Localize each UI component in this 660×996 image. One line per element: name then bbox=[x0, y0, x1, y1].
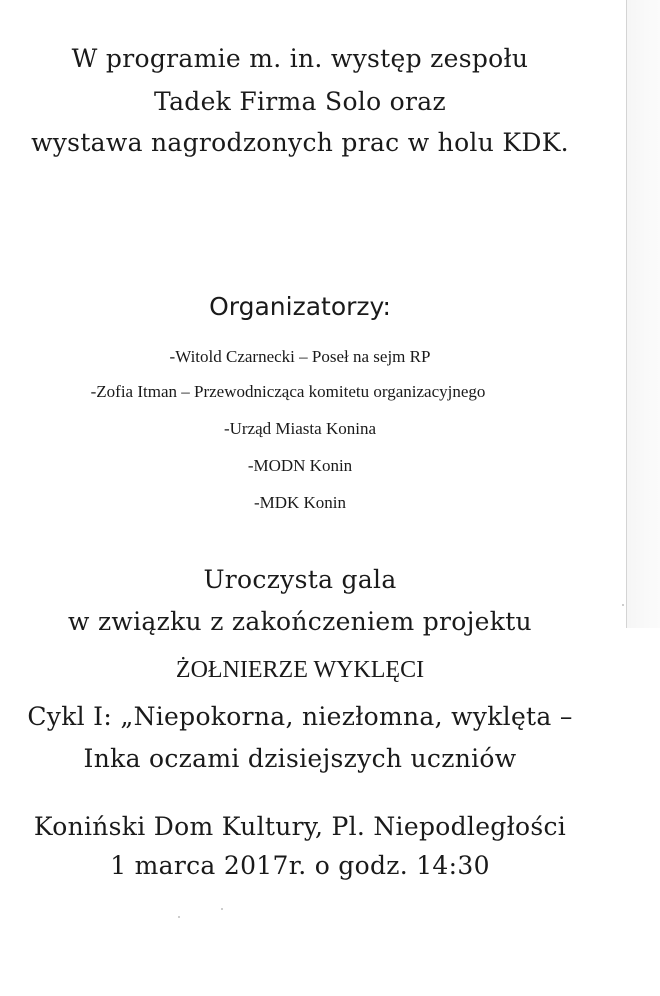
venue-datetime: 1 marca 2017r. o godz. 14:30 bbox=[110, 851, 490, 880]
gala-title: ŻOŁNIERZE WYKLĘCI bbox=[175, 657, 425, 683]
gala-cycle-line: Inka oczami dzisiejszych uczniów bbox=[83, 744, 517, 773]
organizer-item: -MDK Konin bbox=[253, 493, 347, 512]
organizer-item: -MODN Konin bbox=[247, 456, 353, 475]
organizer-item: -Urząd Miasta Konina bbox=[223, 419, 376, 438]
paper-speck bbox=[221, 908, 223, 910]
gala-line: Uroczysta gala bbox=[203, 565, 397, 594]
program-line: W programie m. in. występ zespołu bbox=[71, 44, 529, 73]
paper-speck bbox=[622, 604, 624, 606]
page-fold-line bbox=[626, 0, 627, 628]
paper-speck bbox=[178, 916, 180, 918]
page-fold-shadow bbox=[627, 0, 660, 628]
program-line: Tadek Firma Solo oraz bbox=[154, 87, 446, 116]
organizer-item: -Zofia Itman – Przewodnicząca komitetu organizacyjnego bbox=[90, 382, 486, 401]
gala-line: w związku z zakończeniem projektu bbox=[68, 607, 532, 636]
venue-place: Koniński Dom Kultury, Pl. Niepodległości bbox=[33, 812, 567, 841]
organizers-heading: Organizatorzy: bbox=[209, 292, 391, 321]
gala-cycle-line: Cykl I: „Niepokorna, niezłomna, wyklęta – bbox=[27, 702, 573, 731]
organizer-item: -Witold Czarnecki – Poseł na sejm RP bbox=[169, 347, 431, 366]
program-line: wystawa nagrodzonych prac w holu KDK. bbox=[31, 128, 569, 157]
